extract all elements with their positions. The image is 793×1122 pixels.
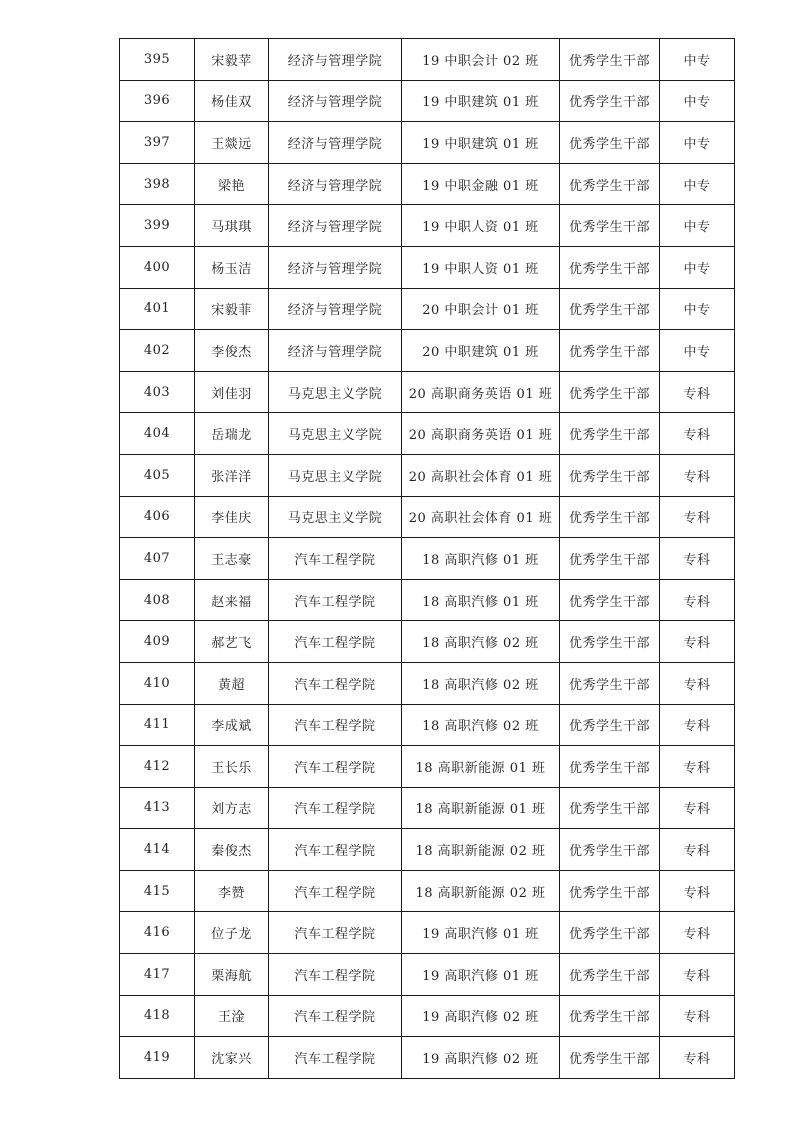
cell-college: 经济与管理学院	[269, 330, 402, 372]
cell-number: 419	[120, 1037, 195, 1079]
cell-award-title: 优秀学生干部	[560, 579, 660, 621]
cell-level: 中专	[660, 288, 735, 330]
cell-level: 专科	[660, 1037, 735, 1079]
cell-name: 王志豪	[195, 538, 269, 580]
cell-number: 417	[120, 954, 195, 996]
cell-class: 18 高职新能源 01 班	[402, 746, 560, 788]
cell-number: 405	[120, 454, 195, 496]
cell-award-title: 优秀学生干部	[560, 1037, 660, 1079]
cell-class: 19 中职会计 02 班	[402, 39, 560, 81]
cell-number: 398	[120, 163, 195, 205]
cell-class: 20 中职会计 01 班	[402, 288, 560, 330]
cell-level: 专科	[660, 704, 735, 746]
cell-class: 19 中职金融 01 班	[402, 163, 560, 205]
table-row	[120, 413, 735, 455]
table-row	[120, 1037, 735, 1079]
award-roster-table	[119, 38, 735, 1079]
cell-class: 20 高职商务英语 01 班	[402, 413, 560, 455]
cell-number: 407	[120, 538, 195, 580]
cell-college: 汽车工程学院	[269, 579, 402, 621]
cell-number: 410	[120, 662, 195, 704]
cell-college: 汽车工程学院	[269, 704, 402, 746]
cell-college: 经济与管理学院	[269, 246, 402, 288]
table-row	[120, 163, 735, 205]
cell-level: 专科	[660, 829, 735, 871]
cell-level: 专科	[660, 912, 735, 954]
table-row	[120, 621, 735, 663]
table-row	[120, 579, 735, 621]
cell-name: 沈家兴	[195, 1037, 269, 1079]
cell-class: 18 高职汽修 02 班	[402, 662, 560, 704]
cell-level: 专科	[660, 954, 735, 996]
table-row	[120, 246, 735, 288]
cell-class: 19 高职汽修 01 班	[402, 954, 560, 996]
cell-name: 栗海航	[195, 954, 269, 996]
cell-class: 20 高职社会体育 01 班	[402, 496, 560, 538]
cell-college: 汽车工程学院	[269, 746, 402, 788]
table-row	[120, 954, 735, 996]
cell-number: 402	[120, 330, 195, 372]
cell-name: 李成斌	[195, 704, 269, 746]
cell-level: 专科	[660, 538, 735, 580]
cell-name: 刘方志	[195, 787, 269, 829]
cell-number: 406	[120, 496, 195, 538]
table-row	[120, 288, 735, 330]
cell-award-title: 优秀学生干部	[560, 662, 660, 704]
cell-number: 399	[120, 205, 195, 247]
cell-class: 18 高职汽修 02 班	[402, 704, 560, 746]
cell-level: 中专	[660, 330, 735, 372]
cell-class: 19 高职汽修 02 班	[402, 1037, 560, 1079]
cell-name: 李佳庆	[195, 496, 269, 538]
cell-level: 专科	[660, 579, 735, 621]
cell-name: 王淦	[195, 995, 269, 1037]
cell-award-title: 优秀学生干部	[560, 454, 660, 496]
table-row	[120, 80, 735, 122]
cell-name: 杨佳双	[195, 80, 269, 122]
cell-name: 梁艳	[195, 163, 269, 205]
cell-number: 413	[120, 787, 195, 829]
cell-number: 412	[120, 746, 195, 788]
cell-level: 中专	[660, 122, 735, 164]
cell-award-title: 优秀学生干部	[560, 413, 660, 455]
cell-college: 马克思主义学院	[269, 454, 402, 496]
table-row	[120, 870, 735, 912]
cell-class: 18 高职汽修 01 班	[402, 538, 560, 580]
cell-name: 宋毅苹	[195, 39, 269, 81]
cell-college: 马克思主义学院	[269, 496, 402, 538]
cell-level: 中专	[660, 205, 735, 247]
cell-level: 专科	[660, 995, 735, 1037]
cell-college: 汽车工程学院	[269, 829, 402, 871]
cell-college: 汽车工程学院	[269, 870, 402, 912]
cell-name: 马琪琪	[195, 205, 269, 247]
cell-number: 408	[120, 579, 195, 621]
cell-name: 王燚远	[195, 122, 269, 164]
cell-college: 马克思主义学院	[269, 413, 402, 455]
table-row	[120, 454, 735, 496]
cell-college: 汽车工程学院	[269, 954, 402, 996]
cell-number: 400	[120, 246, 195, 288]
cell-college: 汽车工程学院	[269, 912, 402, 954]
cell-college: 汽车工程学院	[269, 621, 402, 663]
cell-level: 中专	[660, 163, 735, 205]
table-row	[120, 538, 735, 580]
cell-class: 19 中职建筑 01 班	[402, 122, 560, 164]
table-row	[120, 787, 735, 829]
cell-award-title: 优秀学生干部	[560, 621, 660, 663]
cell-award-title: 优秀学生干部	[560, 995, 660, 1037]
cell-number: 396	[120, 80, 195, 122]
table-row	[120, 39, 735, 81]
cell-college: 经济与管理学院	[269, 288, 402, 330]
cell-college: 汽车工程学院	[269, 787, 402, 829]
cell-award-title: 优秀学生干部	[560, 704, 660, 746]
cell-college: 经济与管理学院	[269, 39, 402, 81]
cell-name: 郝艺飞	[195, 621, 269, 663]
cell-award-title: 优秀学生干部	[560, 122, 660, 164]
cell-name: 宋毅菲	[195, 288, 269, 330]
cell-level: 中专	[660, 80, 735, 122]
cell-class: 20 高职社会体育 01 班	[402, 454, 560, 496]
cell-name: 位子龙	[195, 912, 269, 954]
cell-name: 李赞	[195, 870, 269, 912]
cell-award-title: 优秀学生干部	[560, 496, 660, 538]
cell-level: 专科	[660, 371, 735, 413]
table-row	[120, 371, 735, 413]
cell-college: 马克思主义学院	[269, 371, 402, 413]
cell-award-title: 优秀学生干部	[560, 246, 660, 288]
cell-award-title: 优秀学生干部	[560, 746, 660, 788]
cell-class: 19 中职人资 01 班	[402, 205, 560, 247]
cell-number: 404	[120, 413, 195, 455]
cell-name: 杨玉洁	[195, 246, 269, 288]
cell-class: 18 高职新能源 01 班	[402, 787, 560, 829]
table-row	[120, 704, 735, 746]
cell-award-title: 优秀学生干部	[560, 39, 660, 81]
cell-number: 411	[120, 704, 195, 746]
cell-name: 黄超	[195, 662, 269, 704]
cell-name: 张洋洋	[195, 454, 269, 496]
cell-name: 李俊杰	[195, 330, 269, 372]
cell-level: 专科	[660, 413, 735, 455]
cell-name: 刘佳羽	[195, 371, 269, 413]
cell-college: 经济与管理学院	[269, 163, 402, 205]
cell-level: 专科	[660, 496, 735, 538]
cell-college: 经济与管理学院	[269, 205, 402, 247]
cell-award-title: 优秀学生干部	[560, 205, 660, 247]
cell-level: 专科	[660, 454, 735, 496]
cell-number: 409	[120, 621, 195, 663]
cell-level: 专科	[660, 662, 735, 704]
cell-award-title: 优秀学生干部	[560, 787, 660, 829]
cell-class: 18 高职新能源 02 班	[402, 870, 560, 912]
cell-class: 20 中职建筑 01 班	[402, 330, 560, 372]
cell-college: 汽车工程学院	[269, 1037, 402, 1079]
cell-number: 397	[120, 122, 195, 164]
table-row	[120, 829, 735, 871]
cell-name: 王长乐	[195, 746, 269, 788]
cell-award-title: 优秀学生干部	[560, 870, 660, 912]
table-row	[120, 995, 735, 1037]
cell-award-title: 优秀学生干部	[560, 330, 660, 372]
cell-class: 20 高职商务英语 01 班	[402, 371, 560, 413]
cell-level: 专科	[660, 746, 735, 788]
cell-level: 中专	[660, 39, 735, 81]
table-row	[120, 746, 735, 788]
cell-college: 汽车工程学院	[269, 538, 402, 580]
cell-class: 18 高职汽修 01 班	[402, 579, 560, 621]
table-row	[120, 122, 735, 164]
table-row	[120, 496, 735, 538]
cell-number: 395	[120, 39, 195, 81]
cell-class: 19 高职汽修 01 班	[402, 912, 560, 954]
cell-award-title: 优秀学生干部	[560, 80, 660, 122]
cell-level: 专科	[660, 787, 735, 829]
cell-college: 经济与管理学院	[269, 80, 402, 122]
cell-level: 中专	[660, 246, 735, 288]
table-row	[120, 205, 735, 247]
cell-college: 汽车工程学院	[269, 995, 402, 1037]
cell-award-title: 优秀学生干部	[560, 371, 660, 413]
cell-award-title: 优秀学生干部	[560, 912, 660, 954]
cell-class: 19 中职建筑 01 班	[402, 80, 560, 122]
cell-award-title: 优秀学生干部	[560, 538, 660, 580]
table-row	[120, 330, 735, 372]
cell-level: 专科	[660, 621, 735, 663]
cell-class: 18 高职新能源 02 班	[402, 829, 560, 871]
roster-body	[120, 39, 735, 1079]
cell-name: 秦俊杰	[195, 829, 269, 871]
cell-class: 19 高职汽修 02 班	[402, 995, 560, 1037]
table-row	[120, 912, 735, 954]
cell-number: 403	[120, 371, 195, 413]
cell-award-title: 优秀学生干部	[560, 954, 660, 996]
cell-level: 专科	[660, 870, 735, 912]
cell-award-title: 优秀学生干部	[560, 163, 660, 205]
cell-class: 19 中职人资 01 班	[402, 246, 560, 288]
cell-award-title: 优秀学生干部	[560, 288, 660, 330]
cell-award-title: 优秀学生干部	[560, 829, 660, 871]
cell-name: 岳瑞龙	[195, 413, 269, 455]
cell-class: 18 高职汽修 02 班	[402, 621, 560, 663]
cell-number: 414	[120, 829, 195, 871]
cell-name: 赵来福	[195, 579, 269, 621]
cell-number: 418	[120, 995, 195, 1037]
table-row	[120, 662, 735, 704]
cell-college: 汽车工程学院	[269, 662, 402, 704]
cell-number: 415	[120, 870, 195, 912]
cell-number: 416	[120, 912, 195, 954]
cell-college: 经济与管理学院	[269, 122, 402, 164]
cell-number: 401	[120, 288, 195, 330]
